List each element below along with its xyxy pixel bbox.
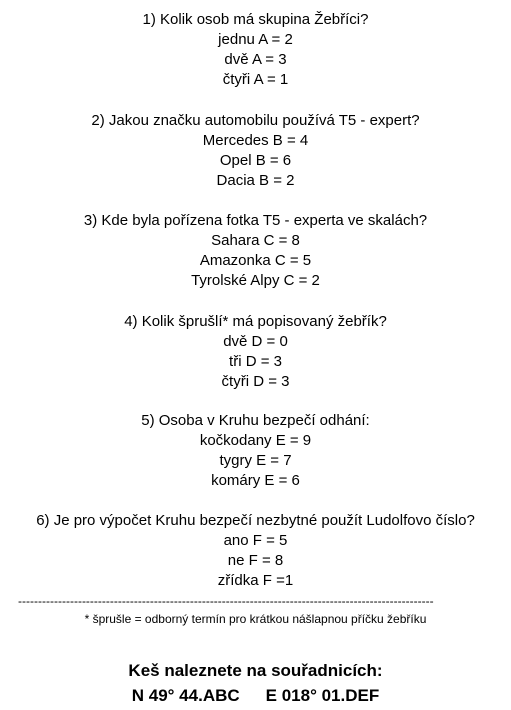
answer-option: Sahara C = 8 xyxy=(211,232,300,249)
answer-option: Mercedes B = 4 xyxy=(202,132,309,149)
answer-option: Dacia B = 2 xyxy=(216,172,295,189)
footnote: * šprušle = odborný termín pro krátkou nášlapnou příčku žebříku xyxy=(84,612,427,626)
answer-option: ano F = 5 xyxy=(223,532,288,549)
answer-option: Tyrolské Alpy C = 2 xyxy=(191,272,320,289)
answer-option: kočkodany E = 9 xyxy=(199,432,312,449)
question-1 xyxy=(0,10,511,90)
question-text: 4) Kolik šprušlí* má popisovaný žebřík? xyxy=(124,313,387,330)
answer-option: zřídka F =1 xyxy=(217,572,294,589)
question-4 xyxy=(0,312,511,392)
answer-option: tygry E = 7 xyxy=(219,452,292,469)
answer-option: čtyři A = 1 xyxy=(222,71,289,88)
question-text: 2) Jakou značku automobilu používá T5 - expert? xyxy=(91,112,420,129)
answer-option: Opel B = 6 xyxy=(219,152,292,169)
question-5 xyxy=(0,411,511,491)
coordinates-line xyxy=(0,685,511,707)
question-6 xyxy=(0,511,511,591)
answer-option: jednu A = 2 xyxy=(218,31,293,48)
question-2 xyxy=(0,111,511,191)
question-text: 6) Je pro výpočet Kruhu bezpečí nezbytné použít Ludolfovo číslo? xyxy=(36,512,475,529)
question-text: 1) Kolik osob má skupina Žebříci? xyxy=(142,11,369,28)
question-3 xyxy=(0,211,511,291)
answer-option: Amazonka C = 5 xyxy=(199,252,312,269)
answer-option: ne F = 8 xyxy=(227,552,284,569)
dashed-divider: -------------------------------------------------------------------------------------------------------- xyxy=(18,594,434,608)
coordinate-north: N 49° 44.ABC xyxy=(131,686,240,705)
answer-option: dvě D = 0 xyxy=(223,333,288,350)
answer-option: komáry E = 6 xyxy=(211,472,300,489)
answer-option: dvě A = 3 xyxy=(224,51,287,68)
coordinate-east: E 018° 01.DEF xyxy=(265,686,380,705)
answer-option: čtyři D = 3 xyxy=(221,373,290,390)
answer-option: tři D = 3 xyxy=(229,353,282,370)
question-text: 5) Osoba v Kruhu bezpečí odhání: xyxy=(141,412,370,429)
coordinates-heading: Keš naleznete na souřadnicích: xyxy=(128,661,383,680)
question-text: 3) Kde byla pořízena fotka T5 - experta ve skalách? xyxy=(83,212,428,229)
